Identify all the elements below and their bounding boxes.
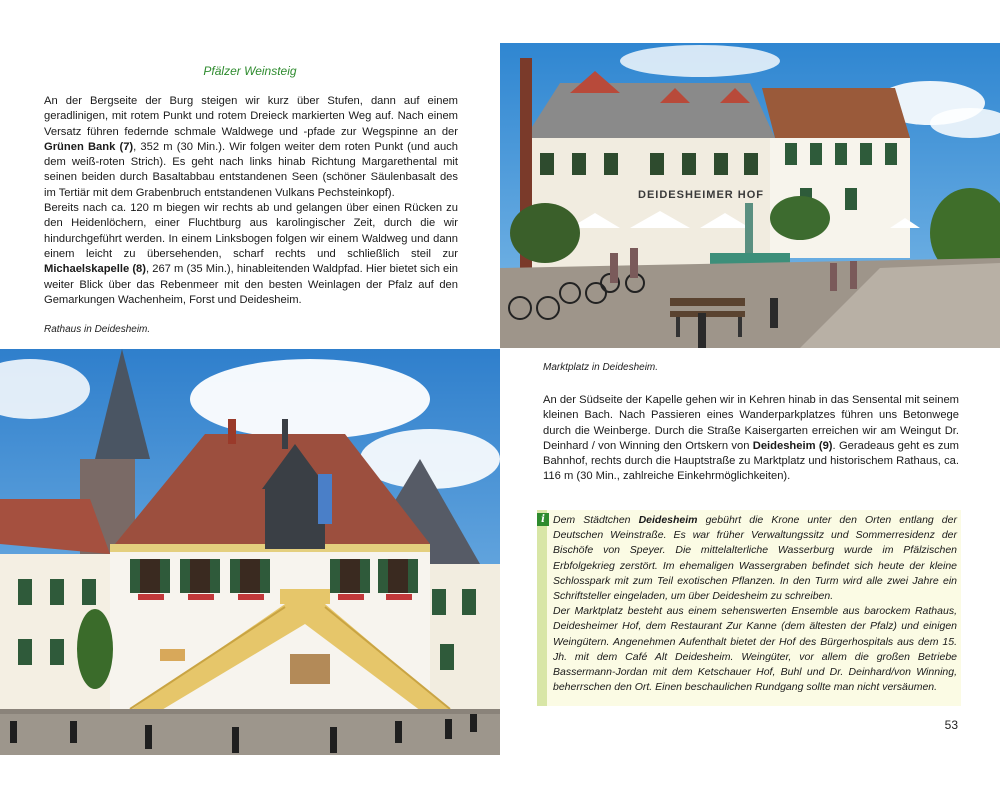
p1-intro: An der Bergseite der Burg steigen wir kurz über Stufen, dann auf einem geradlinigen, mit rotem Punkt und rotem Dreieck markierten Weg auf. Nach einem Versatz führen federnde schmale Waldwege und -pfade zur Wegspinne an der <box>44 95 458 138</box>
caption-marktplatz: Marktplatz in Deidesheim. <box>543 362 659 373</box>
info-rest-1: gebührt die Krone unter den Orten entlang der Deutschen Weinstraße. Es war früher Verwaltungssitz und Sommerresidenz der Bischöfe von Speyer. Die mittelalterliche Wasserburg wurde im Pfälzischen Erbfolgekrieg zerstört. Im ehemaligen Wassergraben befindet sich heute der kleine Schlosspark mit zum Teil exotischen Pflanzen. In den Turm wird alle zwei Jahre ein Schriftsteller eingeladen, um über Deidesheim zu schreiben. <box>553 514 957 603</box>
running-head: Pfälzer Weinsteig <box>203 64 297 78</box>
info-box-text <box>553 513 957 695</box>
p1-line2: Bereits nach ca. 120 m biegen wir rechts ab und gelangen über einen Rücken zu den Heidenlöchern, einer Fluchtburg aus karolingischer Zeit, durch die wir hindurchgeführt werden. In einem Linksbogen folgen wir einem Waldweg und dann einem leicht zu übersehenden, scharf rechts und schließlich steil zur <box>44 202 458 260</box>
caption-rathaus: Rathaus in Deidesheim. <box>44 324 151 335</box>
p1-bold-gruene-bank: Grünen Bank (7) <box>44 140 134 153</box>
photo-marktplatz <box>500 43 1000 348</box>
rathaus-illustration <box>0 349 500 755</box>
paragraph-2 <box>543 393 959 485</box>
info-bold-deidesheim: Deidesheim <box>638 514 698 526</box>
info-box <box>537 510 961 706</box>
p2-text: An der Südseite der Kapelle gehen wir in Kehren hinab in das Sensental mit seinem kleinen Bach. Nach Passieren eines Wanderparkplatzes führen uns Betonwege durch die Weinberge. Durch die Straße Kaisergarten erreichen wir am Weingut Dr. Deinhard / von Winning den Ortskern von <box>543 394 959 452</box>
p1-bold-michaelskapelle: Michaelskapelle (8) <box>44 263 146 276</box>
info-box-sidebar <box>537 510 547 706</box>
sign-deidesheimer-hof: DEIDESHEIMER HOF <box>638 189 765 201</box>
p2-end: . Geradeaus geht es zum Bahnhof, rechts durch die Hauptstraße zu Marktplatz und historischem Rathaus, ca. 116 m (30 Min., zahlreiche Einkehrmöglichkeiten). <box>543 439 959 483</box>
p1-mid: , 352 m (30 Min.). Wir folgen weiter dem roten Punkt (und auch dem weiß-roten Strich). Es geht nach links hinab Richtung Margarethental mit seinen beiden durch Basaltabbau entstandenen Seen (schöner Säulenbasalt des im Tertiär mit dem Grabenbruch entstandenen Vulkans Pechsteinkopf). <box>44 140 458 199</box>
paragraph-1 <box>44 94 458 308</box>
info-rest-2: Der Marktplatz besteht aus einem sehenswerten Ensemble aus barockem Rathaus, Deidesheimer Hof, dem Restaurant Zur Kanne (dem ältesten der Pfalz) und einigen Weingütern. Angenehmen Aufenthalt bietet der Hof des Bürgerhospitals aus dem 15. Jh. mit dem Café Alt Deidesheim. Weingüter, vor allem die großen Betriebe Bassermann-Jordan mit dem Ketschauer Hof, Buhl und Dr. Deinhard/von Winning, beherrschen den Ort. Einen beschaulichen Rundgang sollte man nicht versäumen. <box>553 605 957 694</box>
page-number: 53 <box>944 718 958 732</box>
photo-rathaus <box>0 349 500 755</box>
p2-bold-deidesheim: Deidesheim (9) <box>752 439 833 452</box>
p1-end: , 267 m (35 Min.), hinableitenden Waldpfad. Hier bietet sich ein weiter Blick über das Rebenmeer mit den besten Weinlagen der Pfalz auf den Gemarkungen Wachenheim, Forst und Deidesheim. <box>44 263 458 306</box>
info-icon: i <box>537 513 549 526</box>
marktplatz-illustration <box>500 43 1000 348</box>
info-start: Dem Städtchen <box>553 514 639 526</box>
